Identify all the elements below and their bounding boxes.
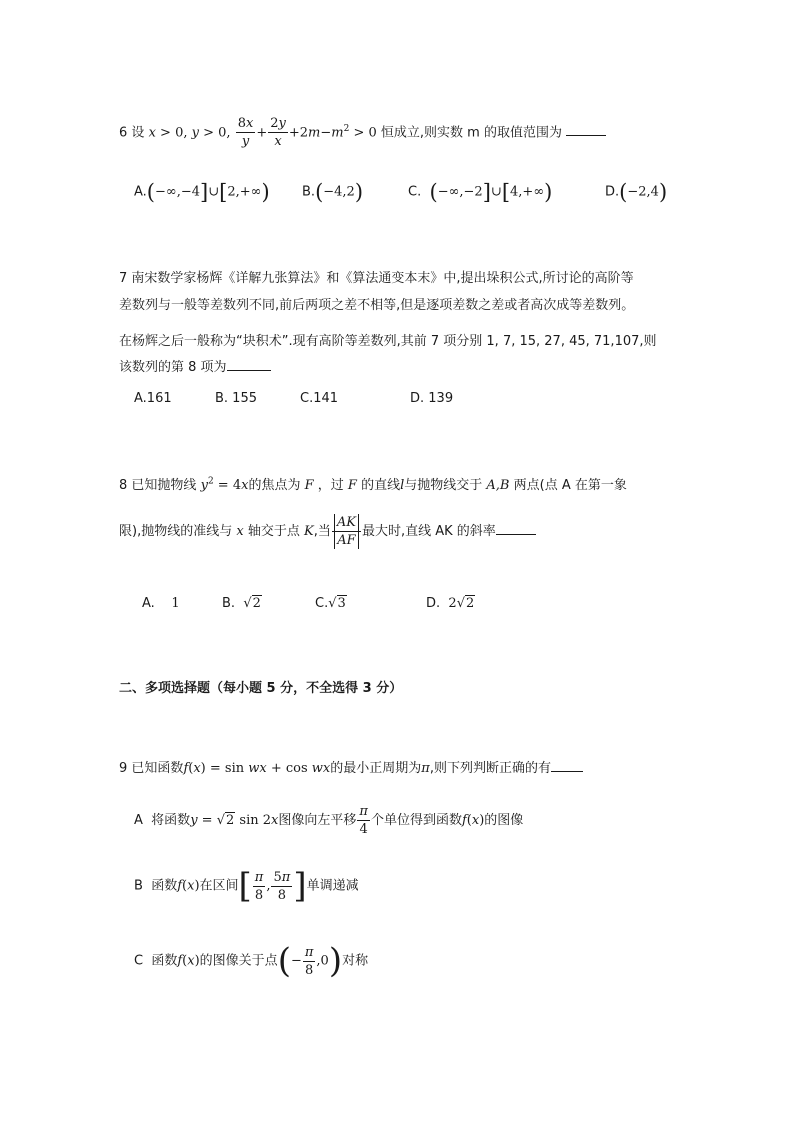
- question-8-line1: 8 已知抛物线 $y^2 = 4x$的焦点为 F ，过 F 的直线l与抛物线交于 A,B 两点(点 A 在第一象: [119, 476, 627, 493]
- question-text: 已知函数: [131, 761, 184, 776]
- option-label: C: [134, 953, 144, 969]
- question-text: 两点(点 A 在第一象: [513, 478, 627, 493]
- option-text: 将函数: [151, 813, 191, 828]
- choice-label: A.: [142, 596, 155, 611]
- choice-a[interactable]: [142, 593, 180, 615]
- choice-c[interactable]: C.√3: [315, 596, 346, 611]
- question-text: ，过: [317, 478, 344, 493]
- math-condition: x: [148, 125, 156, 141]
- fraction-2y-over-x: $\frac{2y}{x}$: [270, 116, 286, 150]
- question-text: ,则下列判断正确的有: [429, 761, 551, 776]
- choice-c[interactable]: C. (−∞,−2]∪[4,+∞): [408, 180, 553, 204]
- choice-d[interactable]: D. 2√2: [426, 596, 475, 611]
- question-7-line: 在杨辉之后一般称为“块积术”.现有高阶等差数列,其前 7 项分别 1, 7, 15, 27, 45, 71,107,则: [119, 334, 657, 349]
- fraction-pi-over-8: $\frac{\pi}{8}$: [254, 869, 264, 903]
- question-9-stem: 9 已知函数f(x) = sin wx + cos wx的最小正周期为π,则下列判断正确的有: [119, 757, 583, 781]
- fraction-pi-over-8: $\frac{\pi}{8}$: [304, 944, 314, 978]
- option-text: 的图像关于点: [199, 953, 278, 969]
- question-number: 8: [119, 478, 128, 493]
- answer-blank: [566, 135, 606, 136]
- option-text: 单调递减: [306, 878, 359, 894]
- choice-b[interactable]: B.(−4,2): [302, 180, 364, 204]
- question-number: 9: [119, 761, 128, 776]
- question-number: 6: [119, 125, 128, 141]
- question-text: 的直线: [361, 478, 401, 493]
- answer-blank: [227, 370, 271, 371]
- fraction-8x-over-y: $\frac{8x}{y}$: [237, 116, 254, 150]
- question-text: 最大时,直线 AK 的斜率: [361, 524, 496, 539]
- question-7-last-line: [119, 356, 271, 375]
- question-7-line: 差数列与一般等差数列不同,前后两项之差不相等,但是逐项差数之差或者高次成等差数列。: [119, 298, 635, 313]
- fraction-pi-over-4: $\frac{\pi}{4}$: [359, 804, 368, 837]
- option-text: 函数: [151, 953, 178, 969]
- question-text: 的焦点为: [248, 478, 301, 493]
- question-text: 设: [131, 125, 145, 141]
- fraction-ak-over-af: $\frac{AK}{AF}$: [332, 514, 361, 549]
- answer-blank: [551, 771, 583, 772]
- question-text: 恒成立,则实数 m 的取值范围为: [380, 125, 562, 141]
- option-text: 对称: [342, 953, 369, 969]
- question-6-stem: 6 设 x > 0, y > 0, $\frac{8x}{y}$ + $\frac{2y}{x}$ $+2m-m^2 > 0$ 恒成立,则实数 m 的取值范围为: [119, 111, 606, 147]
- question-text: 该数列的第 8 项为: [119, 360, 227, 375]
- choice-label: C.: [315, 596, 329, 611]
- choice-label: D.: [605, 184, 620, 200]
- option-label: A: [134, 813, 143, 828]
- fraction-5pi-over-8: $\frac{5\pi}{8}$: [273, 869, 291, 903]
- choice-label: C.: [408, 184, 422, 200]
- answer-blank: [496, 534, 536, 535]
- choice-a[interactable]: A.(−∞,−4]∪[2,+∞): [134, 180, 270, 204]
- choice-value: 1: [171, 596, 180, 611]
- question-text: ,当: [313, 524, 331, 539]
- choice-label: A.: [134, 184, 147, 200]
- option-text: 的图像: [484, 813, 524, 828]
- option-a[interactable]: A 将函数y = √2 sin 2x图像向左平移 $\frac{\pi}{4}$ 个单位得到函数f(x)的图像: [134, 804, 524, 837]
- choice-b[interactable]: B. 155: [215, 391, 257, 406]
- option-c[interactable]: C 函数f(x)的图像关于点(− $\frac{\pi}{8}$ ,0)对称: [134, 941, 369, 981]
- choice-c[interactable]: C.141: [300, 391, 339, 406]
- option-text: 图像向左平移: [278, 813, 357, 828]
- choice-d[interactable]: D. 139: [410, 391, 454, 406]
- question-text: 与抛物线交于: [404, 478, 483, 493]
- option-b[interactable]: B 函数f(x)在区间[ $\frac{\pi}{8}$ , $\frac{5\pi}{8}$ ]单调递减: [134, 866, 359, 906]
- option-text: 函数: [151, 878, 178, 894]
- choice-label: B.: [222, 596, 236, 611]
- choice-label: B.: [302, 184, 316, 200]
- choice-a[interactable]: A.161: [134, 391, 172, 406]
- option-label: B: [134, 878, 143, 894]
- question-7-line: 7 南宋数学家杨辉《详解九张算法》和《算法通变本末》中,提出垛积公式,所讨论的高阶等: [119, 271, 634, 286]
- question-text: 限),抛物线的准线与: [119, 524, 233, 539]
- question-text: 轴交于点: [247, 524, 300, 539]
- choice-b[interactable]: B. √2: [222, 596, 261, 611]
- question-8-line2: 限),抛物线的准线与 x 轴交于点 K,当 $\frac{AK}{AF}$ 最大时,直线 AK 的斜率: [119, 510, 536, 554]
- choice-label: D.: [426, 596, 441, 611]
- option-text: 在区间: [199, 878, 239, 894]
- section-heading: 二、多项选择题（每小题 5 分，不全选得 3 分）: [119, 681, 403, 696]
- choice-d[interactable]: D.(−2,4): [605, 180, 668, 204]
- question-text: 的最小正周期为: [330, 761, 422, 776]
- option-text: 个单位得到函数: [370, 813, 462, 828]
- question-text: 已知抛物线: [131, 478, 197, 493]
